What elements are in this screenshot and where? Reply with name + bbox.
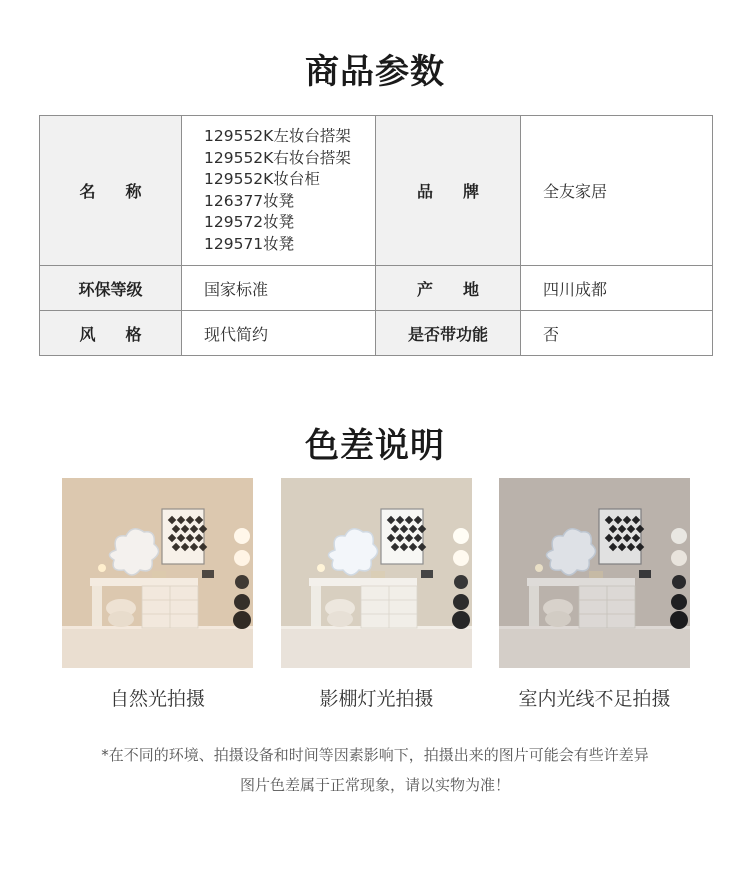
- value-brand: 全友家居: [521, 116, 713, 266]
- color-difference-title: 色差说明: [305, 426, 445, 466]
- list-item: 129571妆凳: [204, 234, 295, 253]
- list-item: 129572妆凳: [204, 213, 295, 231]
- value-style: 现代简约: [182, 311, 376, 356]
- value-origin: 四川成都: [521, 266, 713, 311]
- product-photo-studio-light: [281, 478, 472, 668]
- value-eco-grade: 国家标准: [182, 266, 376, 311]
- label-brand: 品 牌: [376, 116, 521, 266]
- table-row: [40, 311, 713, 356]
- value-name: [182, 116, 376, 266]
- label-eco-grade: 环保等级: [40, 266, 182, 311]
- list-item: 126377妆凳: [204, 191, 295, 210]
- label-name: 名 称: [40, 116, 182, 266]
- list-item: 129552K左妆台搭架: [204, 127, 351, 145]
- list-item: 129552K妆台柜: [204, 170, 320, 188]
- photo-caption: 影棚灯光拍摄: [319, 688, 434, 710]
- params-table: [39, 115, 713, 356]
- product-name-list: [204, 126, 375, 255]
- photo-caption: 室内光线不足拍摄: [518, 688, 671, 710]
- label-origin: 产 地: [376, 266, 521, 311]
- list-item: 129552K右妆台搭架: [204, 148, 351, 167]
- label-style: 风 格: [40, 311, 182, 356]
- params-title: 商品参数: [305, 52, 445, 92]
- disclaimer-line: 图片色差属于正常现象，请以实物为准！: [239, 776, 510, 794]
- table-row: [40, 266, 713, 311]
- product-photo-natural-light: [62, 478, 253, 668]
- table-row: [40, 116, 713, 266]
- value-function: 否: [521, 311, 713, 356]
- label-function: 是否带功能: [376, 311, 521, 356]
- photo-caption: 自然光拍摄: [109, 688, 205, 710]
- product-photo-low-light: [499, 478, 690, 668]
- disclaimer-line: *在不同的环境、拍摄设备和时间等因素影响下，拍摄出来的图片可能会有些许差异: [101, 746, 649, 764]
